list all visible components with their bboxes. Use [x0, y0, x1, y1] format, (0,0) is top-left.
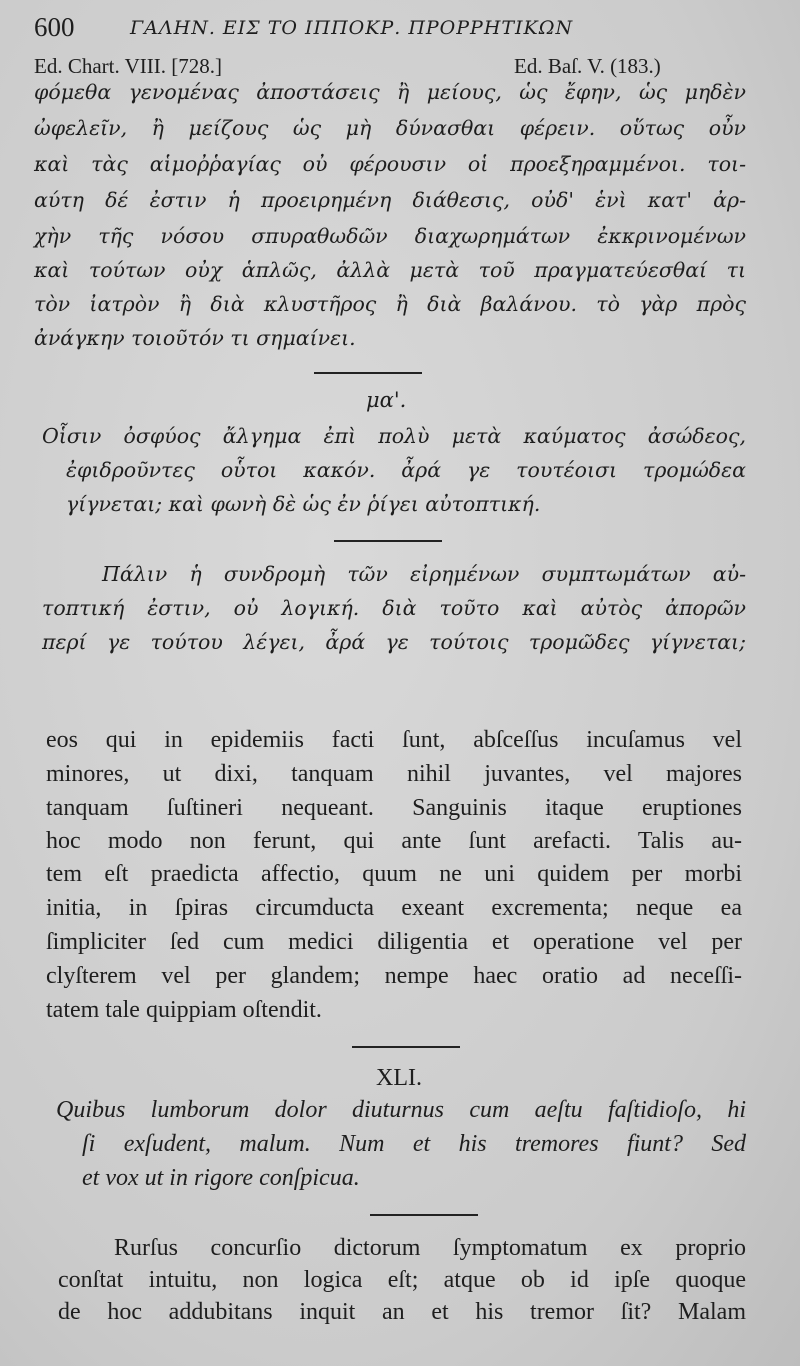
text-line: περί γε τούτου λέγει, ἆρά γε τούτοις τρομῶδες γίγνεται; [42, 630, 746, 654]
edition-reference-left: Ed. Chart. VIII. [728.] [34, 54, 222, 78]
text-line: ὠφελεῖν, ἢ μείζους ὡς μὴ δύνασθαι φέρειν. οὕτως οὖν [34, 116, 746, 140]
running-title: ΓΑΛΗΝ. ΕΙΣ ΤΟ ΙΠΠΟΚΡ. ΠΡΟΡΡΗΤΙΚΩΝ [130, 17, 574, 39]
latin-section-number: XLI. [376, 1065, 422, 1091]
text-line: hoc modo non ferunt, qui ante ſunt arefacti. Talis au- [46, 828, 742, 854]
text-line: ἐφιδροῦντες οὗτοι κακόν. ἆρά γε τουτέοισι τρομώδεα [66, 458, 746, 482]
text-line: Rurſus concurſio dictorum ſymptomatum ex proprio [114, 1235, 746, 1261]
greek-section-number: μα'. [366, 388, 407, 412]
section-divider [314, 372, 422, 374]
text-line: tanquam ſuſtineri nequeant. Sanguinis itaque eruptiones [46, 795, 742, 821]
text-line: ἀνάγκην τοιοῦτόν τι σημαίνει. [34, 326, 356, 350]
text-line: initia, in ſpiras circumducta exeant excrementa; neque ea [46, 895, 742, 921]
text-line: καὶ τὰς αἱμοῤῥαγίας οὐ φέρουσιν οἱ προεξηραμμένοι. τοι- [34, 152, 746, 176]
text-line: τὸν ἰατρὸν ἢ διὰ κλυστῆρος ἢ διὰ βαλάνου. τὸ γὰρ πρὸς [34, 292, 746, 316]
page-number: 600 [34, 12, 75, 42]
text-line: eos qui in epidemiis facti ſunt, abſceſſus incuſamus vel [46, 727, 742, 753]
text-line: καὶ τούτων οὐχ ἁπλῶς, ἀλλὰ μετὰ τοῦ πραγματεύεσθαί τι [34, 258, 746, 282]
text-line: tem eſt praedicta affectio, quum ne uni quidem per morbi [46, 861, 742, 887]
text-line: τοπτική ἐστιν, οὐ λογική. διὰ τοῦτο καὶ αὐτὸς ἀπορῶν [42, 596, 746, 620]
text-line: clyſterem vel per glandem; nempe haec oratio ad neceſſi- [46, 963, 742, 989]
text-line: de hoc addubitans inquit an et his tremor ſit? Malam [58, 1299, 746, 1325]
text-line: ſimpliciter ſed cum medici diligentia et operatione vel per [46, 929, 742, 955]
text-line: χὴν τῆς νόσου σπυραθωδῶν διαχωρημάτων ἐκκρινομένων [34, 224, 746, 248]
text-line: γίγνεται; καὶ φωνὴ δὲ ὡς ἐν ῥίγει αὐτοπτική. [66, 492, 541, 516]
text-line: ſi exſudent, malum. Num et his tremores fiunt? Sed [82, 1131, 746, 1157]
section-divider [334, 540, 442, 542]
text-line: minores, ut dixi, tanquam nihil juvantes, vel majores [46, 761, 742, 787]
text-line: φόμεθα γενομένας ἀποστάσεις ἢ μείους, ὡς ἔφην, ὡς μηδὲν [34, 80, 746, 104]
section-divider [352, 1046, 460, 1048]
text-line: Quibus lumborum dolor diuturnus cum aeſtu faſtidioſo, hi [56, 1097, 746, 1123]
text-line: conſtat intuitu, non logica eſt; atque ob id ipſe quoque [58, 1267, 746, 1293]
edition-reference-right: Ed. Baſ. V. (183.) [514, 54, 661, 78]
text-line: Πάλιν ἡ συνδρομὴ τῶν εἰρημένων συμπτωμάτων αὐ- [102, 562, 746, 586]
section-divider [370, 1214, 478, 1216]
text-line: tatem tale quippiam oſtendit. [46, 997, 322, 1023]
text-line: et vox ut in rigore conſpicua. [82, 1165, 360, 1191]
text-line: Οἷσιν ὀσφύος ἄλγημα ἐπὶ πολὺ μετὰ καύματος ἀσώδεος, [42, 424, 746, 448]
text-line: αύτη δέ ἐστιν ἡ προειρημένη διάθεσις, οὐδ' ἑνὶ κατ' ἀρ- [34, 188, 746, 212]
